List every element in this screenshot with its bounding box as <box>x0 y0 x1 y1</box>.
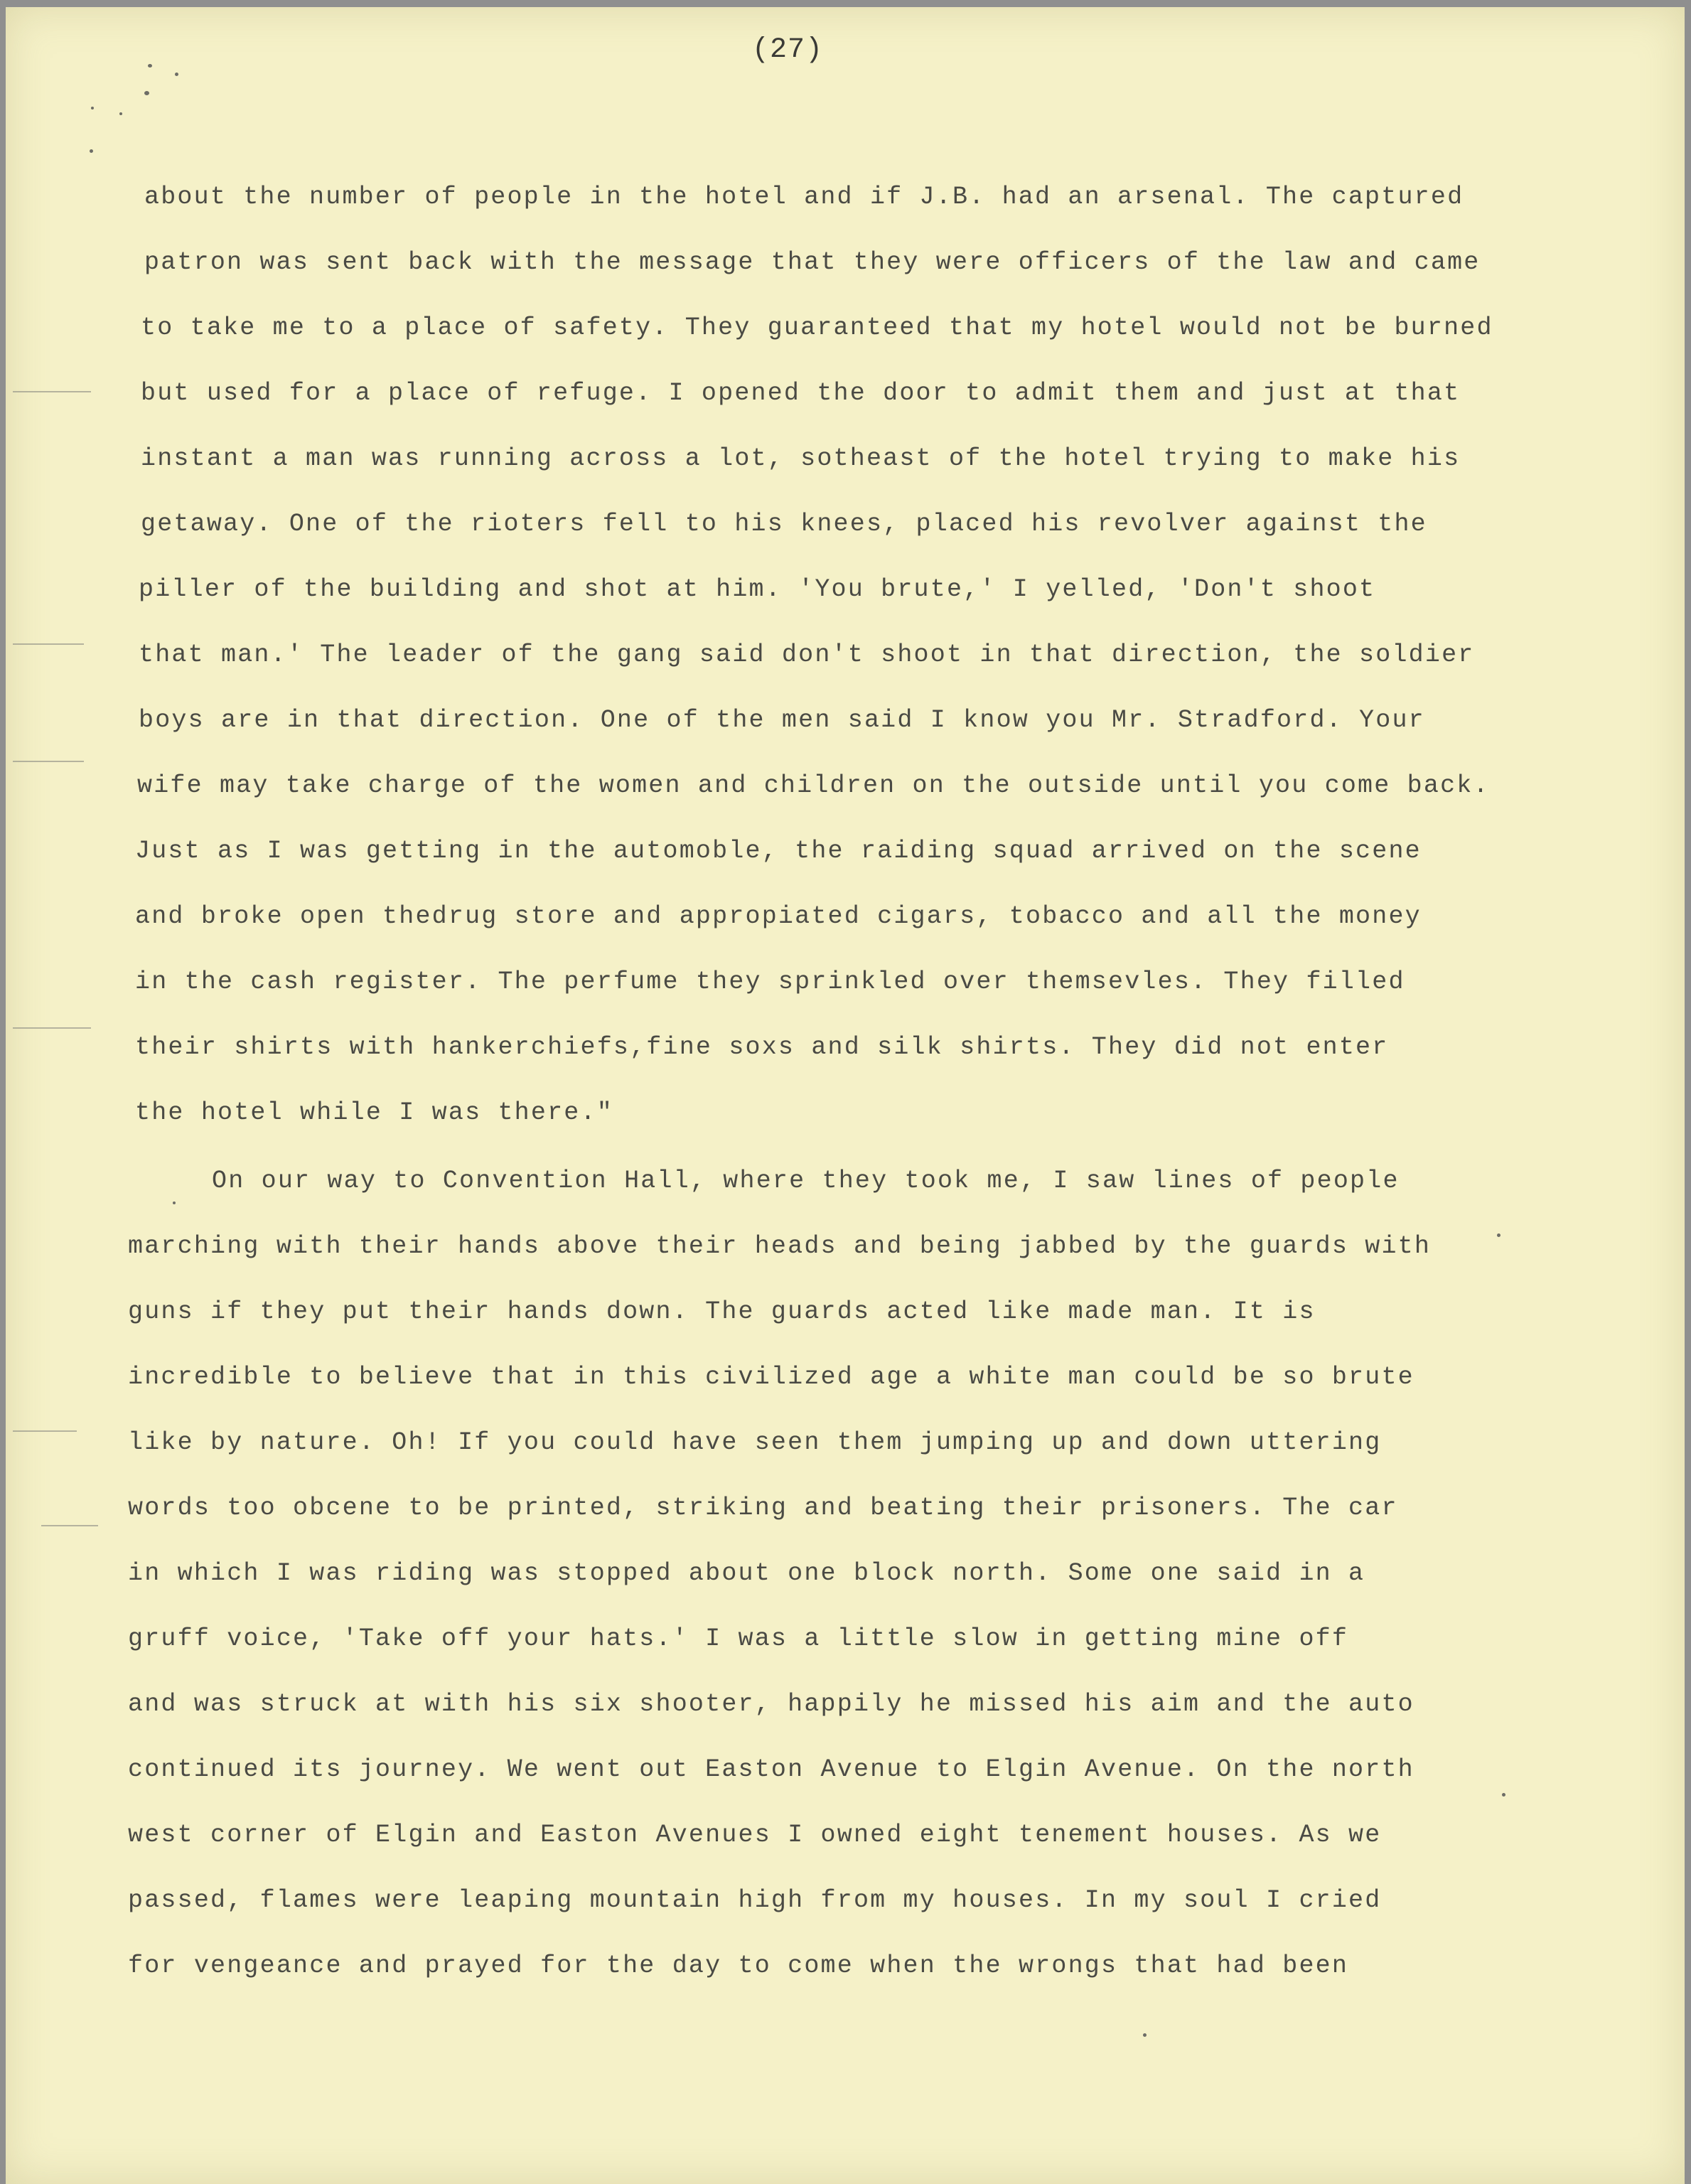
speck <box>1497 1233 1501 1237</box>
text-line: passed, flames were leaping mountain high from my houses. In my soul I cried <box>128 1886 1382 1915</box>
text-line: their shirts with hankerchiefs,fine soxs and silk shirts. They did not enter <box>135 1033 1389 1061</box>
document-page <box>6 7 1685 2184</box>
page-number: (27) <box>752 34 824 66</box>
margin-mark <box>13 391 91 392</box>
text-line: and broke open thedrug store and appropiated cigars, tobacco and all the money <box>135 902 1422 931</box>
text-line: for vengeance and prayed for the day to come when the wrongs that had been <box>128 1952 1349 1980</box>
speck <box>144 91 149 95</box>
text-line: On our way to Convention Hall, where they took me, I saw lines of people <box>212 1167 1400 1195</box>
text-line: words too obcene to be printed, striking and beating their prisoners. The car <box>128 1494 1398 1522</box>
margin-mark <box>13 1027 91 1029</box>
text-line: to take me to a place of safety. They guaranteed that my hotel would not be burned <box>141 314 1493 342</box>
speck <box>148 64 152 68</box>
margin-mark <box>13 1430 77 1432</box>
margin-mark <box>41 1525 98 1526</box>
text-line: Just as I was getting in the automoble, the raiding squad arrived on the scene <box>135 837 1422 865</box>
text-line: that man.' The leader of the gang said don't shoot in that direction, the soldier <box>139 641 1475 669</box>
text-line: piller of the building and shot at him. 'You brute,' I yelled, 'Don't shoot <box>139 575 1376 604</box>
text-line: like by nature. Oh! If you could have seen them jumping up and down uttering <box>128 1428 1382 1457</box>
text-line: west corner of Elgin and Easton Avenues I owned eight tenement houses. As we <box>128 1821 1382 1849</box>
text-line: instant a man was running across a lot, sotheast of the hotel trying to make his <box>141 444 1461 473</box>
text-line: patron was sent back with the message that they were officers of the law and came <box>144 248 1481 277</box>
text-line: gruff voice, 'Take off your hats.' I was a little slow in getting mine off <box>128 1624 1349 1653</box>
margin-mark <box>13 761 84 762</box>
speck <box>90 149 93 153</box>
text-line: incredible to believe that in this civilized age a white man could be so brute <box>128 1363 1414 1391</box>
text-line: marching with their hands above their heads and being jabbed by the guards with <box>128 1232 1432 1260</box>
speck <box>1143 2033 1147 2037</box>
speck <box>1502 1793 1505 1797</box>
text-line: in the cash register. The perfume they sprinkled over themsevles. They filled <box>135 968 1405 996</box>
text-line: but used for a place of refuge. I opened the door to admit them and just at that <box>141 379 1461 407</box>
speck <box>91 107 94 109</box>
text-line: the hotel while I was there." <box>135 1098 613 1127</box>
speck <box>175 73 178 76</box>
text-line: continued its journey. We went out Easton Avenue to Elgin Avenue. On the north <box>128 1755 1414 1784</box>
text-line: wife may take charge of the women and children on the outside until you come back. <box>137 771 1490 800</box>
text-line: guns if they put their hands down. The guards acted like made man. It is <box>128 1297 1316 1326</box>
text-line: getaway. One of the rioters fell to his knees, placed his revolver against the <box>141 510 1427 538</box>
text-line: and was struck at with his six shooter, happily he missed his aim and the auto <box>128 1690 1414 1718</box>
margin-mark <box>13 643 84 645</box>
text-line: about the number of people in the hotel and if J.B. had an arsenal. The captured <box>144 183 1464 211</box>
speck <box>119 112 122 115</box>
text-line: boys are in that direction. One of the men said I know you Mr. Stradford. Your <box>139 706 1425 734</box>
speck <box>173 1201 176 1204</box>
text-line: in which I was riding was stopped about one block north. Some one said in a <box>128 1559 1365 1588</box>
